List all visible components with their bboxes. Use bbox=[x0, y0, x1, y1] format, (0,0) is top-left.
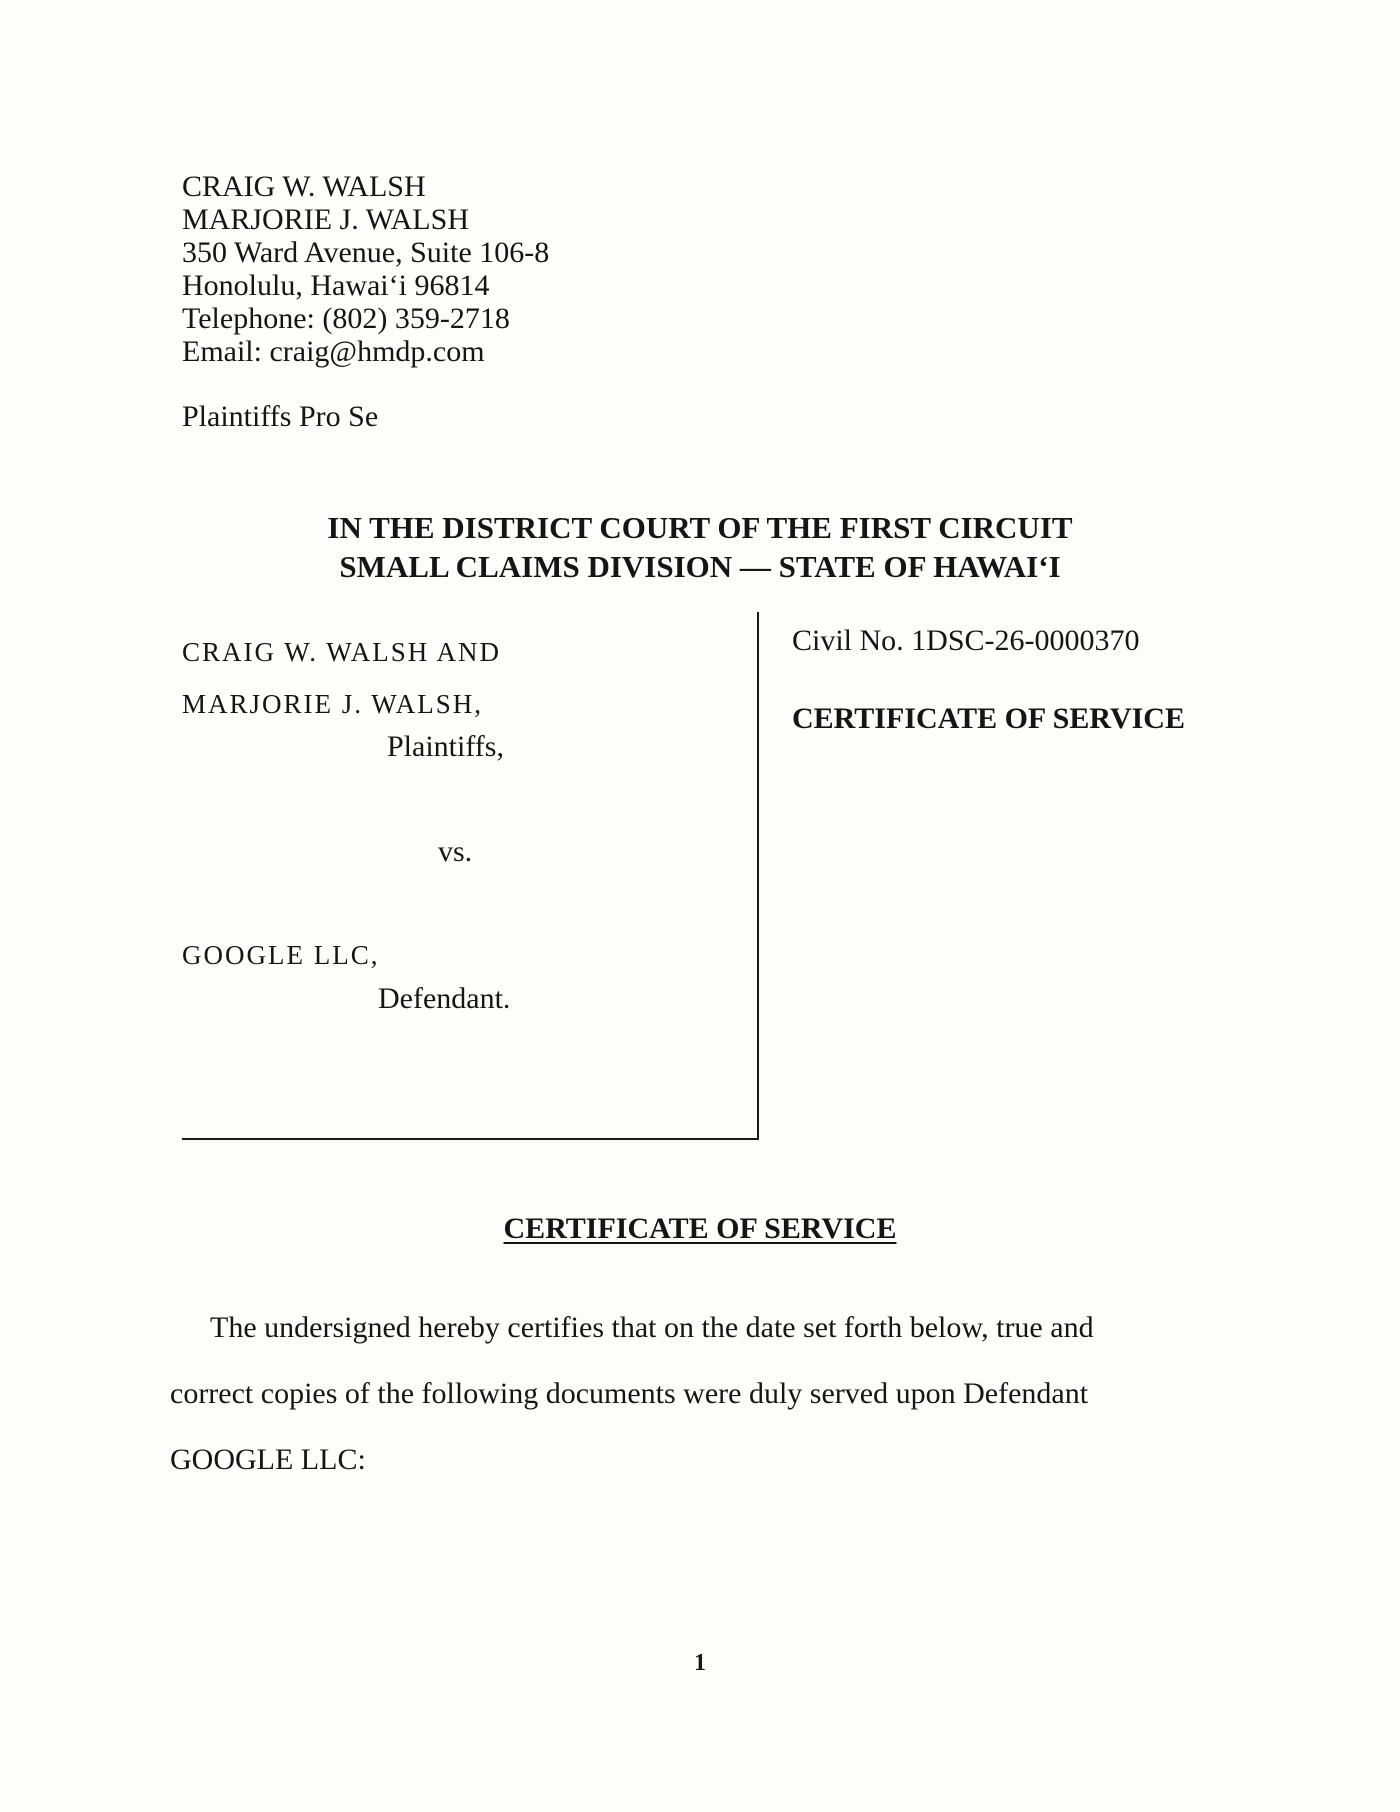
plaintiff-role: Plaintiffs, bbox=[387, 730, 504, 763]
court-title-line-2: SMALL CLAIMS DIVISION — STATE OF HAWAIʻI bbox=[339, 549, 1061, 584]
body-line-3: GOOGLE LLC: bbox=[170, 1443, 366, 1476]
counsel-designation: Plaintiffs Pro Se bbox=[182, 400, 379, 433]
counsel-email: Email: craig@hmdp.com bbox=[182, 335, 485, 368]
defendant-role: Defendant. bbox=[378, 982, 511, 1015]
court-title-line-1: IN THE DISTRICT COURT OF THE FIRST CIRCUIT bbox=[327, 510, 1073, 545]
versus-label: vs. bbox=[438, 835, 473, 868]
court-title bbox=[0, 508, 1400, 586]
body-line-1: The undersigned hereby certifies that on the date set forth below, true and bbox=[210, 1311, 1094, 1344]
section-heading bbox=[0, 1212, 1400, 1246]
body-line-2: correct copies of the following documents were duly served upon Defendant bbox=[170, 1377, 1089, 1410]
caption-divider-vertical bbox=[757, 612, 759, 1140]
plaintiff-name-line-1: CRAIG W. WALSH AND bbox=[182, 637, 502, 667]
civil-number: Civil No. 1DSC-26-0000370 bbox=[792, 624, 1140, 657]
counsel-telephone: Telephone: (802) 359-2718 bbox=[182, 302, 510, 335]
page-number: 1 bbox=[694, 1650, 706, 1676]
defendant-name: GOOGLE LLC, bbox=[182, 940, 380, 970]
counsel-address: 350 Ward Avenue, Suite 106-8 bbox=[182, 236, 550, 269]
counsel-name-2: MARJORIE J. WALSH bbox=[182, 203, 469, 236]
counsel-block bbox=[182, 170, 549, 368]
body-paragraph bbox=[170, 1295, 1230, 1493]
caption-document-title: CERTIFICATE OF SERVICE bbox=[792, 702, 1185, 735]
section-heading-text: CERTIFICATE OF SERVICE bbox=[503, 1212, 897, 1245]
counsel-name-1: CRAIG W. WALSH bbox=[182, 170, 426, 203]
caption-divider-horizontal bbox=[182, 1138, 759, 1140]
plaintiff-name-line-2: MARJORIE J. WALSH, bbox=[182, 689, 484, 719]
counsel-city: Honolulu, Hawaiʻi 96814 bbox=[182, 269, 490, 302]
